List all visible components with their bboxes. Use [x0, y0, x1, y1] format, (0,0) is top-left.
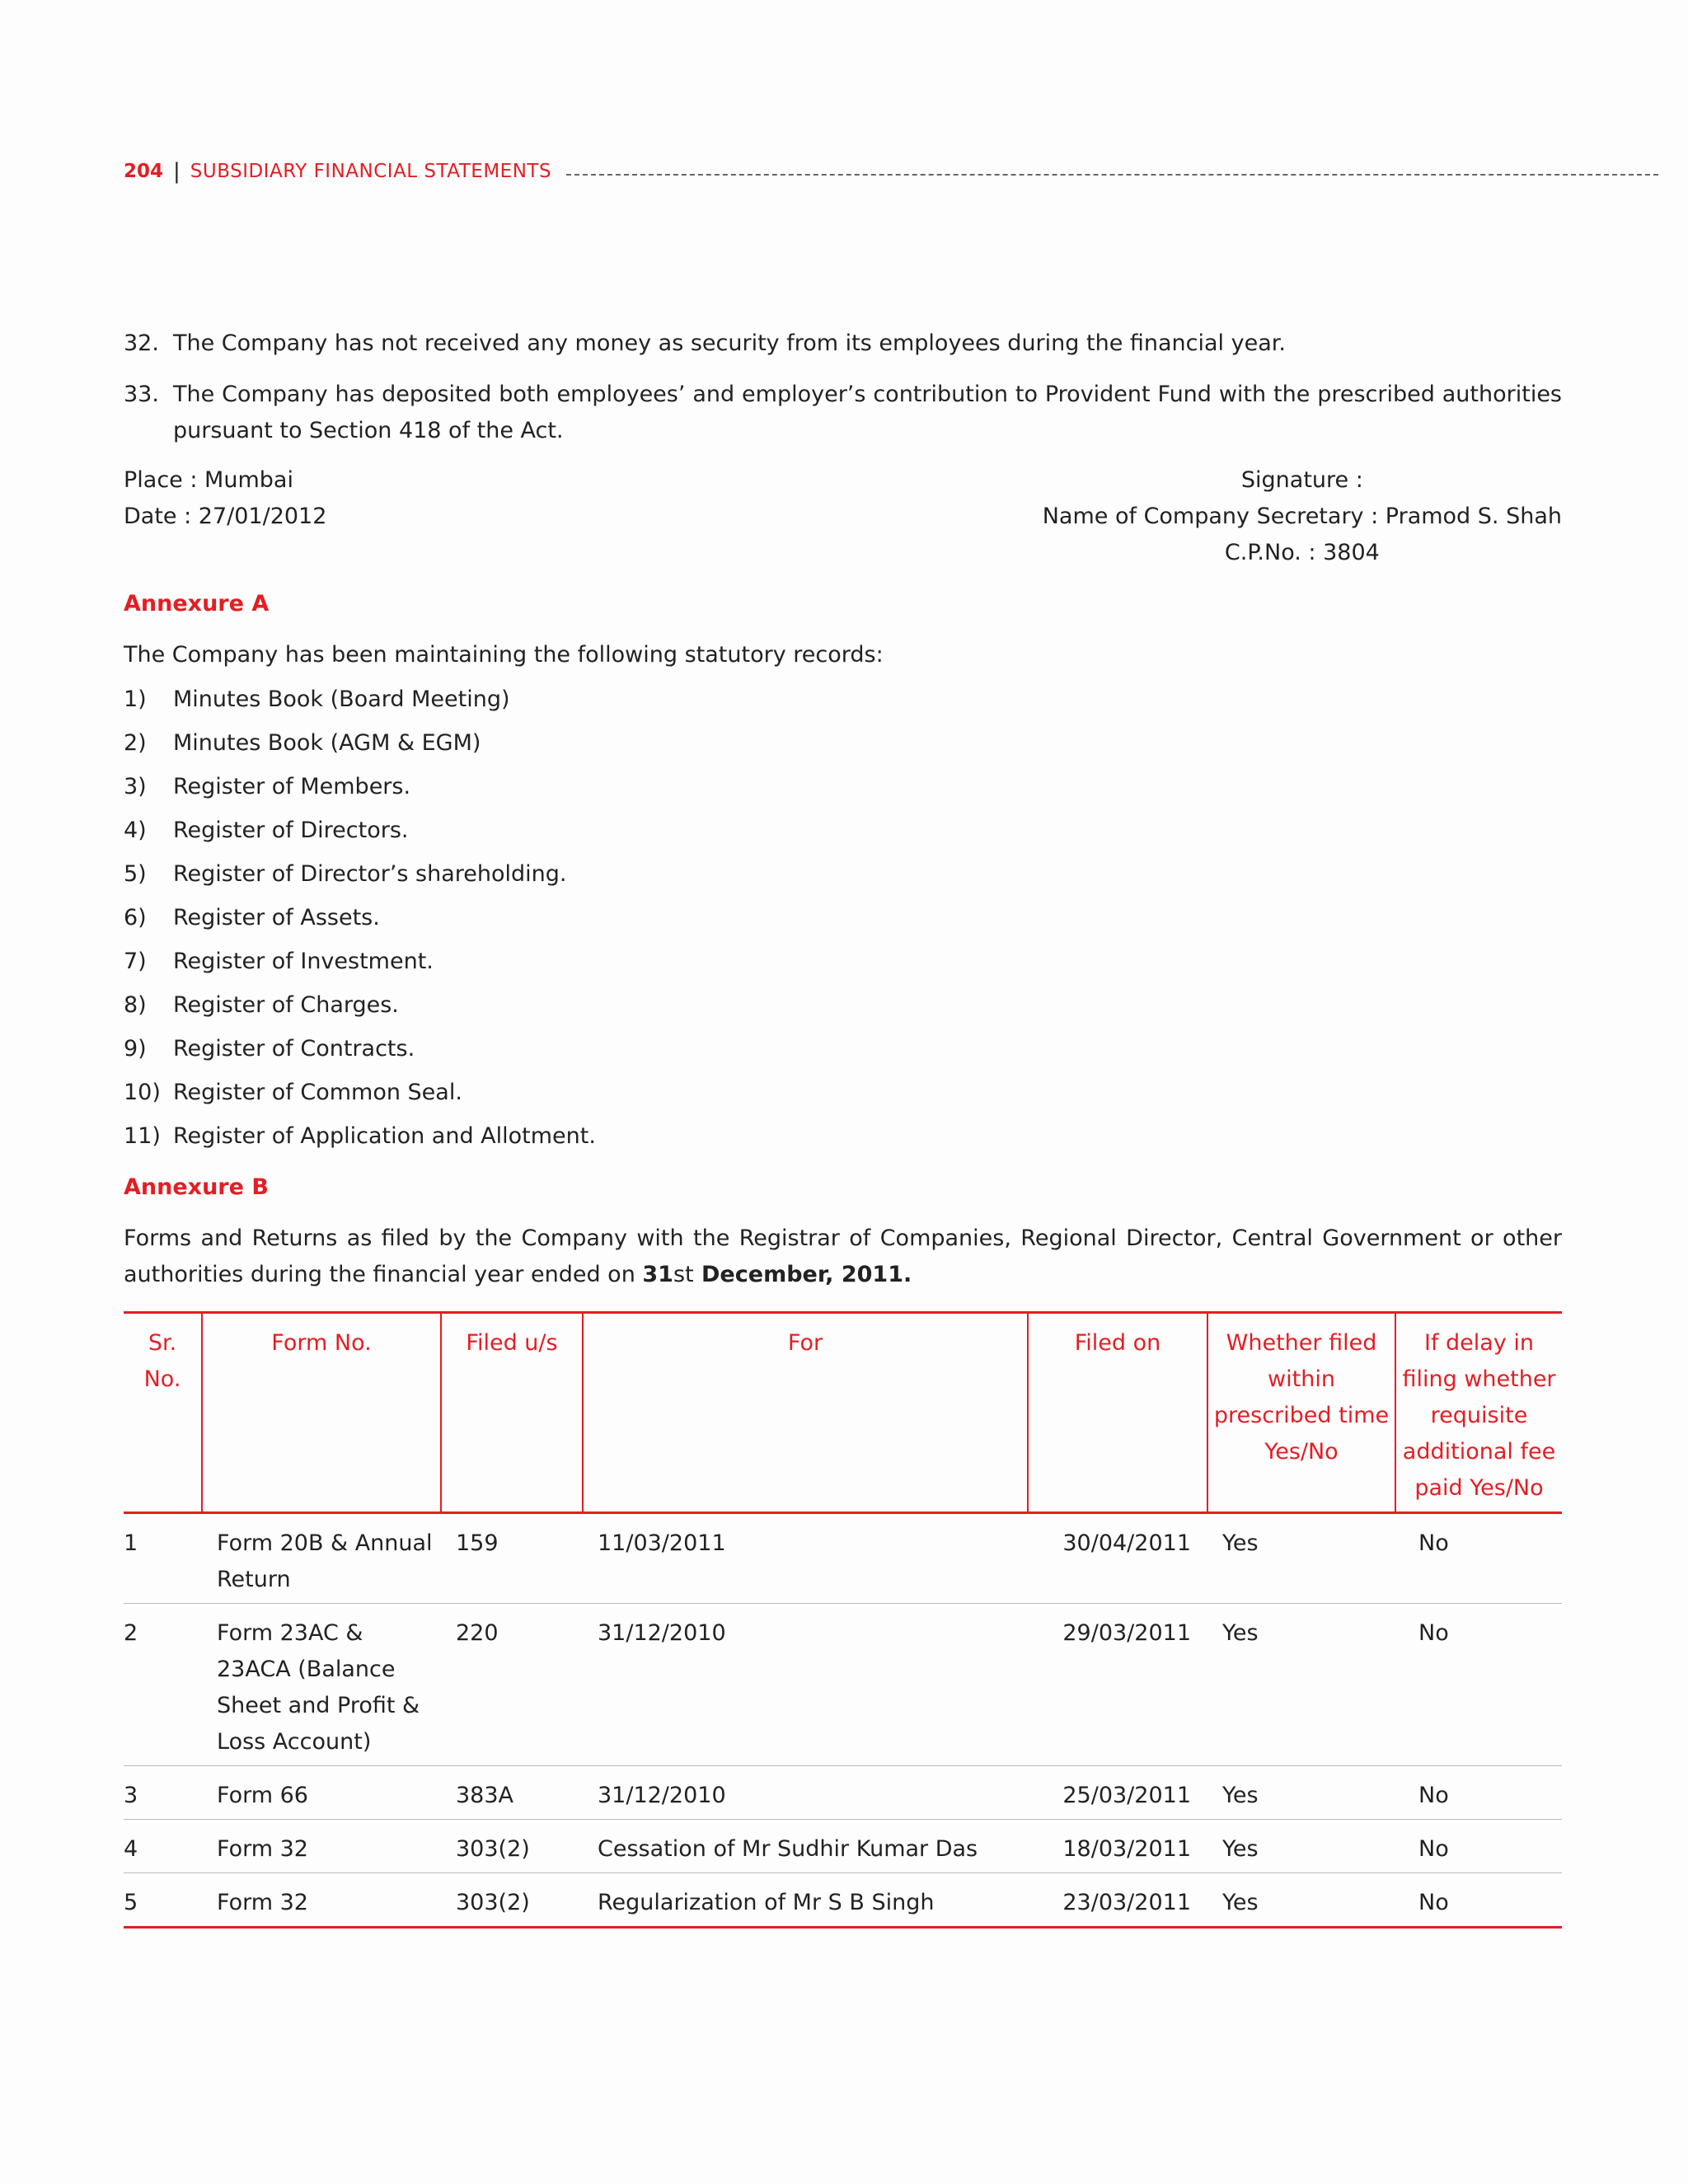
cell-for: 31/12/2010 — [583, 1766, 1028, 1820]
list-item-number: 9) — [124, 1036, 147, 1062]
header-within-time: Whether filed within prescribed time Yes/No — [1207, 1313, 1395, 1513]
page-header — [124, 157, 1658, 186]
header-filed-us: Filed u/s — [441, 1313, 583, 1513]
header-sr-no: Sr. No. — [124, 1313, 202, 1513]
cell-filed-on: 30/04/2011 — [1028, 1513, 1207, 1604]
cell-form-no: Form 32 — [202, 1873, 441, 1928]
list-item — [124, 900, 1562, 936]
item-text: The Company has deposited both employees’ and employer’s contribution to Provident Fund with the prescribed authorities pursuant to Section 418 of the Act. — [173, 382, 1562, 443]
cell-additional-fee: No — [1395, 1513, 1562, 1604]
item-number: 32. — [124, 330, 159, 356]
cell-filed-us: 159 — [441, 1513, 583, 1604]
cell-for: 11/03/2011 — [583, 1513, 1028, 1604]
cell-filed-us: 303(2) — [441, 1873, 583, 1928]
cell-additional-fee: No — [1395, 1604, 1562, 1766]
list-item-number: 5) — [124, 861, 147, 887]
list-item-text: Register of Directors. — [173, 818, 409, 843]
list-item — [124, 813, 1562, 849]
table-row — [124, 1604, 1562, 1766]
cell-sr-no: 3 — [124, 1766, 202, 1820]
table-row — [124, 1820, 1562, 1873]
cell-sr-no: 5 — [124, 1873, 202, 1928]
records-list — [124, 682, 1562, 1155]
header-for: For — [583, 1313, 1028, 1513]
intro-date-rest: December, 2011. — [693, 1262, 912, 1287]
cell-filed-on: 23/03/2011 — [1028, 1873, 1207, 1928]
header-separator: | — [173, 159, 181, 184]
list-item-text: Register of Common Seal. — [173, 1080, 462, 1105]
table-row — [124, 1513, 1562, 1604]
list-item-number: 3) — [124, 774, 147, 799]
cell-sr-no: 4 — [124, 1820, 202, 1873]
annexure-b-title: Annexure B — [124, 1174, 269, 1200]
header-form-no: Form No. — [202, 1313, 441, 1513]
cell-sr-no: 2 — [124, 1604, 202, 1766]
forms-table — [124, 1311, 1562, 1929]
cell-filed-on: 18/03/2011 — [1028, 1820, 1207, 1873]
annexure-b-intro — [124, 1221, 1562, 1293]
cell-within-time: Yes — [1207, 1513, 1395, 1604]
signature-block — [124, 462, 1562, 571]
section-title: SUBSIDIARY FINANCIAL STATEMENTS — [190, 161, 552, 182]
list-item — [124, 944, 1562, 980]
cell-additional-fee: No — [1395, 1766, 1562, 1820]
list-item — [124, 725, 1562, 762]
place-date — [124, 462, 326, 571]
header-dashed-rule — [566, 174, 1658, 176]
table-row — [124, 1873, 1562, 1928]
cell-form-no: Form 20B & Annual Return — [202, 1513, 441, 1604]
cell-filed-on: 29/03/2011 — [1028, 1604, 1207, 1766]
cell-sr-no: 1 — [124, 1513, 202, 1604]
intro-text: Forms and Returns as filed by the Company with the Registrar of Companies, Regional Director, Central Government or other authorities during the financial year ended on — [124, 1226, 1562, 1287]
list-item-text: Register of Members. — [173, 774, 411, 799]
cell-within-time: Yes — [1207, 1604, 1395, 1766]
cell-additional-fee: No — [1395, 1820, 1562, 1873]
cell-additional-fee: No — [1395, 1873, 1562, 1928]
cell-within-time: Yes — [1207, 1766, 1395, 1820]
list-item — [124, 1031, 1562, 1067]
cell-for: 31/12/2010 — [583, 1604, 1028, 1766]
item-33 — [124, 377, 1562, 449]
list-item-number: 2) — [124, 730, 147, 756]
list-item — [124, 1075, 1562, 1111]
cell-for: Regularization of Mr S B Singh — [583, 1873, 1028, 1928]
list-item — [124, 856, 1562, 893]
list-item — [124, 769, 1562, 805]
table-header-row — [124, 1313, 1562, 1513]
list-item-text: Register of Application and Allotment. — [173, 1123, 596, 1149]
list-item-text: Register of Contracts. — [173, 1036, 415, 1062]
secretary-block — [1043, 462, 1562, 571]
cell-within-time: Yes — [1207, 1820, 1395, 1873]
place-text: Place : Mumbai — [124, 467, 293, 493]
header-filed-on: Filed on — [1028, 1313, 1207, 1513]
table-body — [124, 1513, 1562, 1928]
list-item — [124, 987, 1562, 1024]
cell-form-no: Form 66 — [202, 1766, 441, 1820]
list-item-number: 4) — [124, 818, 147, 843]
item-number: 33. — [124, 382, 159, 407]
cell-form-no: Form 32 — [202, 1820, 441, 1873]
cell-for: Cessation of Mr Sudhir Kumar Das — [583, 1820, 1028, 1873]
annexure-a-intro: The Company has been maintaining the following statutory records: — [124, 642, 884, 668]
cell-filed-us: 220 — [441, 1604, 583, 1766]
intro-date-day: 31 — [642, 1262, 673, 1287]
annexure-a-title: Annexure A — [124, 591, 270, 616]
list-item-text: Register of Director’s shareholding. — [173, 861, 567, 887]
secretary-name: Name of Company Secretary : Pramod S. Shah — [1042, 504, 1562, 529]
cell-form-no: Form 23AC & 23ACA (Balance Sheet and Profit & Loss Account) — [202, 1604, 441, 1766]
item-text: The Company has not received any money as security from its employees during the financial year. — [173, 330, 1286, 356]
page-content — [124, 326, 1562, 1929]
cp-number: C.P.No. : 3804 — [1224, 540, 1380, 565]
cell-within-time: Yes — [1207, 1873, 1395, 1928]
list-item-text: Minutes Book (Board Meeting) — [173, 687, 510, 712]
list-item-number: 6) — [124, 905, 147, 930]
list-item-text: Minutes Book (AGM & EGM) — [173, 730, 481, 756]
list-item-text: Register of Charges. — [173, 992, 399, 1018]
list-item-number: 7) — [124, 949, 147, 974]
list-item — [124, 682, 1562, 718]
item-32 — [124, 326, 1562, 362]
cell-filed-us: 303(2) — [441, 1820, 583, 1873]
list-item-number: 1) — [124, 687, 147, 712]
list-item-number: 10) — [124, 1080, 161, 1105]
list-item-number: 11) — [124, 1123, 161, 1149]
date-text: Date : 27/01/2012 — [124, 504, 327, 529]
list-item — [124, 1118, 1562, 1155]
cell-filed-us: 383A — [441, 1766, 583, 1820]
list-item-number: 8) — [124, 992, 147, 1018]
intro-date-suffix: st — [673, 1262, 694, 1287]
cell-filed-on: 25/03/2011 — [1028, 1766, 1207, 1820]
table-row — [124, 1766, 1562, 1820]
header-additional-fee: If delay in filing whether requisite additional fee paid Yes/No — [1395, 1313, 1562, 1513]
signature-label: Signature : — [1240, 467, 1363, 493]
list-item-text: Register of Assets. — [173, 905, 380, 930]
page-number: 204 — [124, 161, 164, 182]
list-item-text: Register of Investment. — [173, 949, 434, 974]
